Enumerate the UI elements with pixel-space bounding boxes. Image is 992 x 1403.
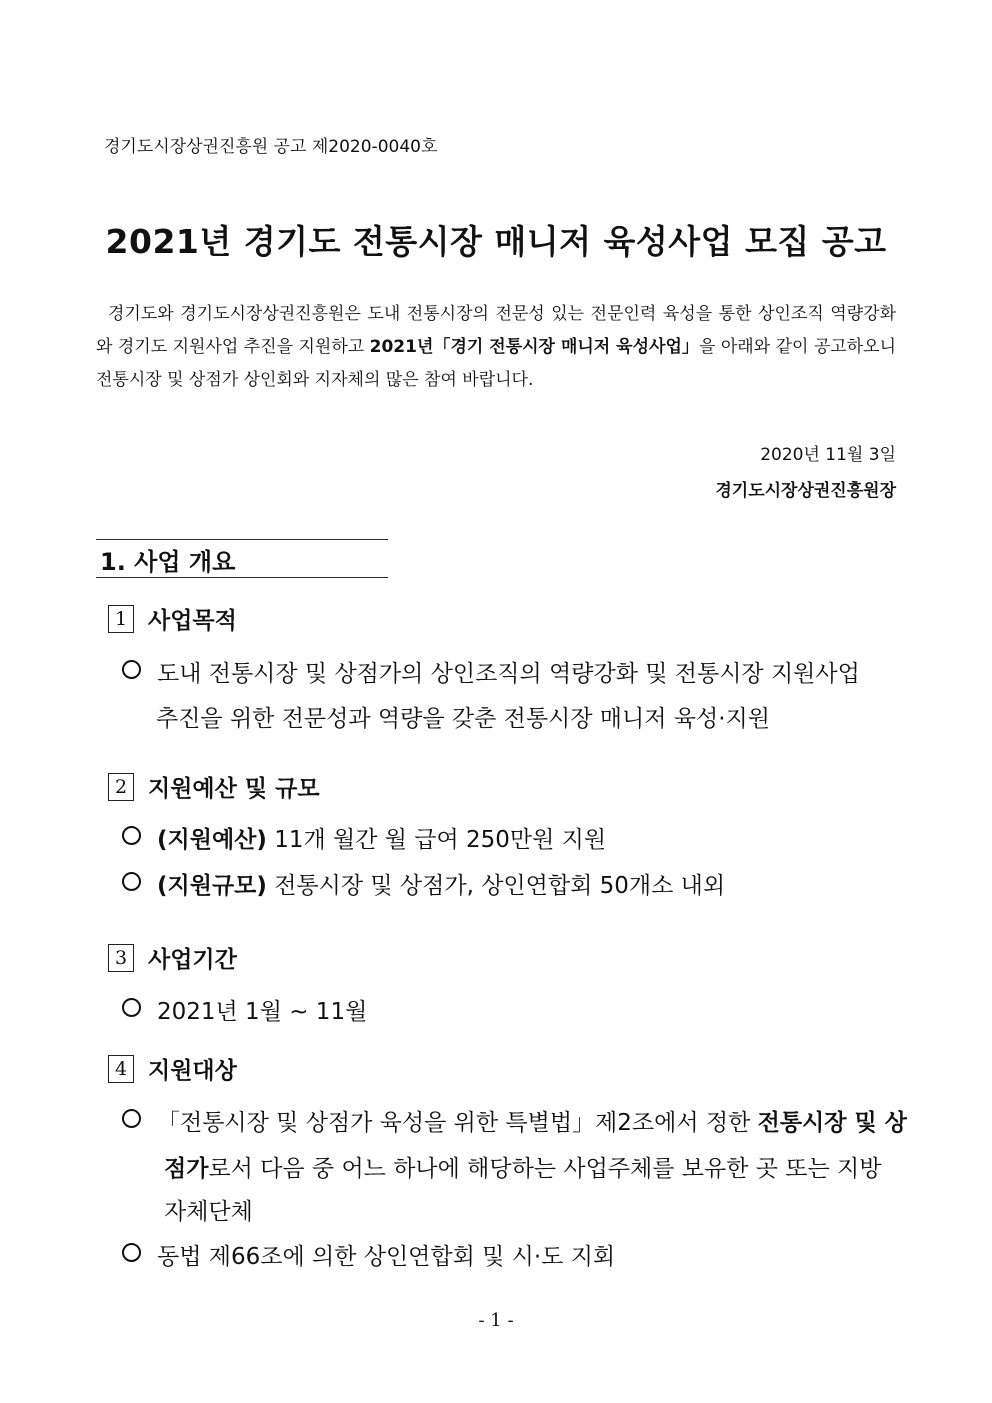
section-title: 1. 사업 개요 — [100, 548, 236, 576]
list-item: (지원규모) 전통시장 및 상점가, 상인연합회 50개소 내외 — [122, 867, 725, 900]
notice-date: 2020년 11월 3일 — [760, 445, 896, 465]
intro-program-name: 2021년「경기 전통시장 매니저 육성사업」 — [369, 337, 699, 357]
number-box: 3 — [108, 944, 134, 972]
list-item: 동법 제66조에 의한 상인연합회 및 시·도 지회 — [122, 1238, 615, 1271]
circle-bullet-icon — [122, 872, 141, 891]
circle-bullet-icon — [122, 660, 141, 679]
number-box: 1 — [108, 605, 134, 633]
circle-bullet-icon — [122, 998, 141, 1017]
subsection-title: 사업목적 — [148, 608, 237, 634]
intro-paragraph — [96, 298, 896, 397]
section-bottom-rule — [96, 577, 388, 578]
subsection-eligibility — [108, 1052, 237, 1085]
circle-bullet-icon — [122, 1243, 141, 1262]
list-item: 2021년 1월 ~ 11월 — [122, 993, 367, 1026]
circle-bullet-icon — [122, 826, 141, 845]
section-top-rule — [96, 539, 388, 540]
subsection-title: 지원대상 — [148, 1058, 237, 1084]
list-item: (지원예산) 11개 월간 월 급여 250만원 지원 — [122, 821, 606, 854]
list-item-continuation: 자체단체 — [164, 1199, 253, 1225]
list-item: 도내 전통시장 및 상점가의 상인조직의 역량강화 및 전통시장 지원사업 — [122, 655, 860, 688]
circle-bullet-icon — [122, 1109, 141, 1128]
page-number: - 1 - — [478, 1310, 514, 1331]
notice-number: 경기도시장상권진흥원 공고 제2020-0040호 — [104, 137, 438, 157]
issuing-organization: 경기도시장상권진흥원장 — [715, 481, 896, 501]
number-box: 4 — [108, 1055, 134, 1083]
document-title: 2021년 경기도 전통시장 매니저 육성사업 모집 공고 — [105, 222, 887, 261]
list-item-continuation: 점가로서 다음 중 어느 하나에 해당하는 사업주체를 보유한 곳 또는 지방 — [164, 1156, 882, 1182]
subsection-title: 사업기간 — [148, 947, 237, 973]
subsection-title: 지원예산 및 규모 — [148, 776, 320, 802]
subsection-purpose — [108, 602, 237, 635]
subsection-budget — [108, 770, 320, 803]
intro-text-1: 경기도와 경기도시장상권진흥원은 도내 전통시장의 전문성 있는 전문인력 육성을 통한 상인조직 역량강화와 경기도 지원사업 추진을 지원하고 — [96, 304, 896, 357]
list-item-continuation: 추진을 위한 전문성과 역량을 갖춘 전통시장 매니저 육성·지원 — [156, 706, 770, 732]
number-box: 2 — [108, 773, 134, 801]
list-item: 「전통시장 및 상점가 육성을 위한 특별법」제2조에서 정한 전통시장 및 상 — [122, 1104, 907, 1137]
intro-text-2: 을 아래와 같이 공고하오니 전통시장 및 상점가 상인회와 지자체의 많은 참여 바랍니다. — [96, 337, 896, 390]
subsection-period — [108, 941, 237, 974]
